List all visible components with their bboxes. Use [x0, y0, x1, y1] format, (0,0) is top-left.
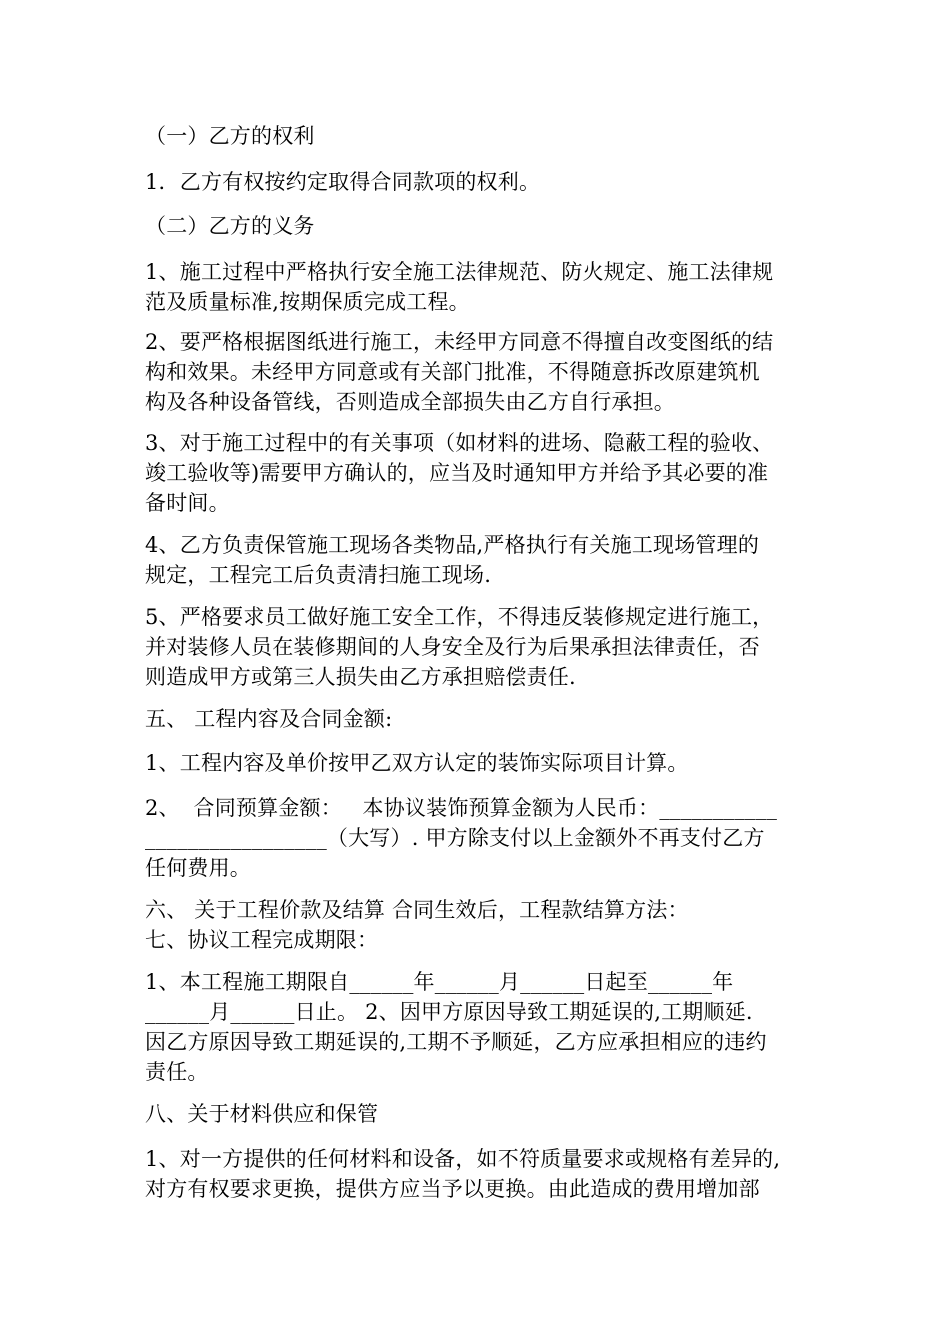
- paragraph-line: 5、严格要求员工做好施工安全工作，不得违反装修规定进行施工，: [145, 605, 774, 629]
- paragraph-line: 2、要严格根据图纸进行施工，未经甲方同意不得擅自改变图纸的结: [145, 330, 774, 354]
- section-heading-rights: （一）乙方的权利: [145, 124, 315, 148]
- paragraph-line: 对方有权要求更换，提供方应当予以更换。由此造成的费用增加部: [145, 1177, 760, 1201]
- paragraph-line: 并对装修人员在装修期间的人身安全及行为后果承担法律责任，否: [145, 635, 760, 659]
- section-heading-settlement: 六、 关于工程价款及结算 合同生效后，工程款结算方法：: [145, 898, 689, 922]
- section-heading-obligations: （二）乙方的义务: [145, 214, 315, 238]
- paragraph-line: 1、对一方提供的任何材料和设备，如不符质量要求或规格有差异的,: [145, 1147, 781, 1171]
- paragraph-line: _________________（大写）. 甲方除支付以上金额外不再支付乙方: [145, 826, 765, 850]
- section-heading-project: 五、 工程内容及合同金额:: [145, 707, 393, 731]
- paragraph-line: 任何费用。: [145, 856, 251, 880]
- paragraph-line: 备时间。: [145, 491, 230, 515]
- paragraph-line: 1．乙方有权按约定取得合同款项的权利。: [145, 170, 541, 194]
- paragraph-line: ______月______日止。 2、因甲方原因导致工期延误的,工期顺延.: [145, 1000, 753, 1024]
- paragraph-line: 范及质量标准,按期保质完成工程。: [145, 290, 470, 314]
- paragraph-line: 责任。: [145, 1060, 209, 1084]
- paragraph-line: 构和效果。未经甲方同意或有关部门批准，不得随意拆改原建筑机: [145, 360, 760, 384]
- paragraph-line: 因乙方原因导致工期延误的,工期不予顺延，乙方应承担相应的违约: [145, 1030, 767, 1054]
- paragraph-line: 2、 合同预算金额： 本协议装饰预算金额为人民币：___________: [145, 796, 778, 820]
- paragraph-line: 4、乙方负责保管施工现场各类物品,严格执行有关施工现场管理的: [145, 533, 760, 557]
- paragraph-line: 构及各种设备管线，否则造成全部损失由乙方自行承担。: [145, 390, 675, 414]
- paragraph-line: 则造成甲方或第三人损失由乙方承担赔偿责任.: [145, 665, 576, 689]
- paragraph-line: 1、工程内容及单价按甲乙双方认定的装饰实际项目计算。: [145, 751, 689, 775]
- paragraph-line: 1、施工过程中严格执行安全施工法律规范、防火规定、施工法律规: [145, 260, 774, 284]
- paragraph-line: 竣工验收等)需要甲方确认的，应当及时通知甲方并给予其必要的准: [145, 461, 769, 485]
- paragraph-line: 1、本工程施工期限自______年______月______日起至______年: [145, 970, 734, 994]
- paragraph-line: 规定，工程完工后负责清扫施工现场.: [145, 563, 492, 587]
- section-heading-materials: 八、关于材料供应和保管: [145, 1102, 379, 1126]
- section-heading-duration: 七、协议工程完成期限：: [145, 928, 379, 952]
- paragraph-line: 3、对于施工过程中的有关事项（如材料的进场、隐蔽工程的验收、: [145, 431, 774, 455]
